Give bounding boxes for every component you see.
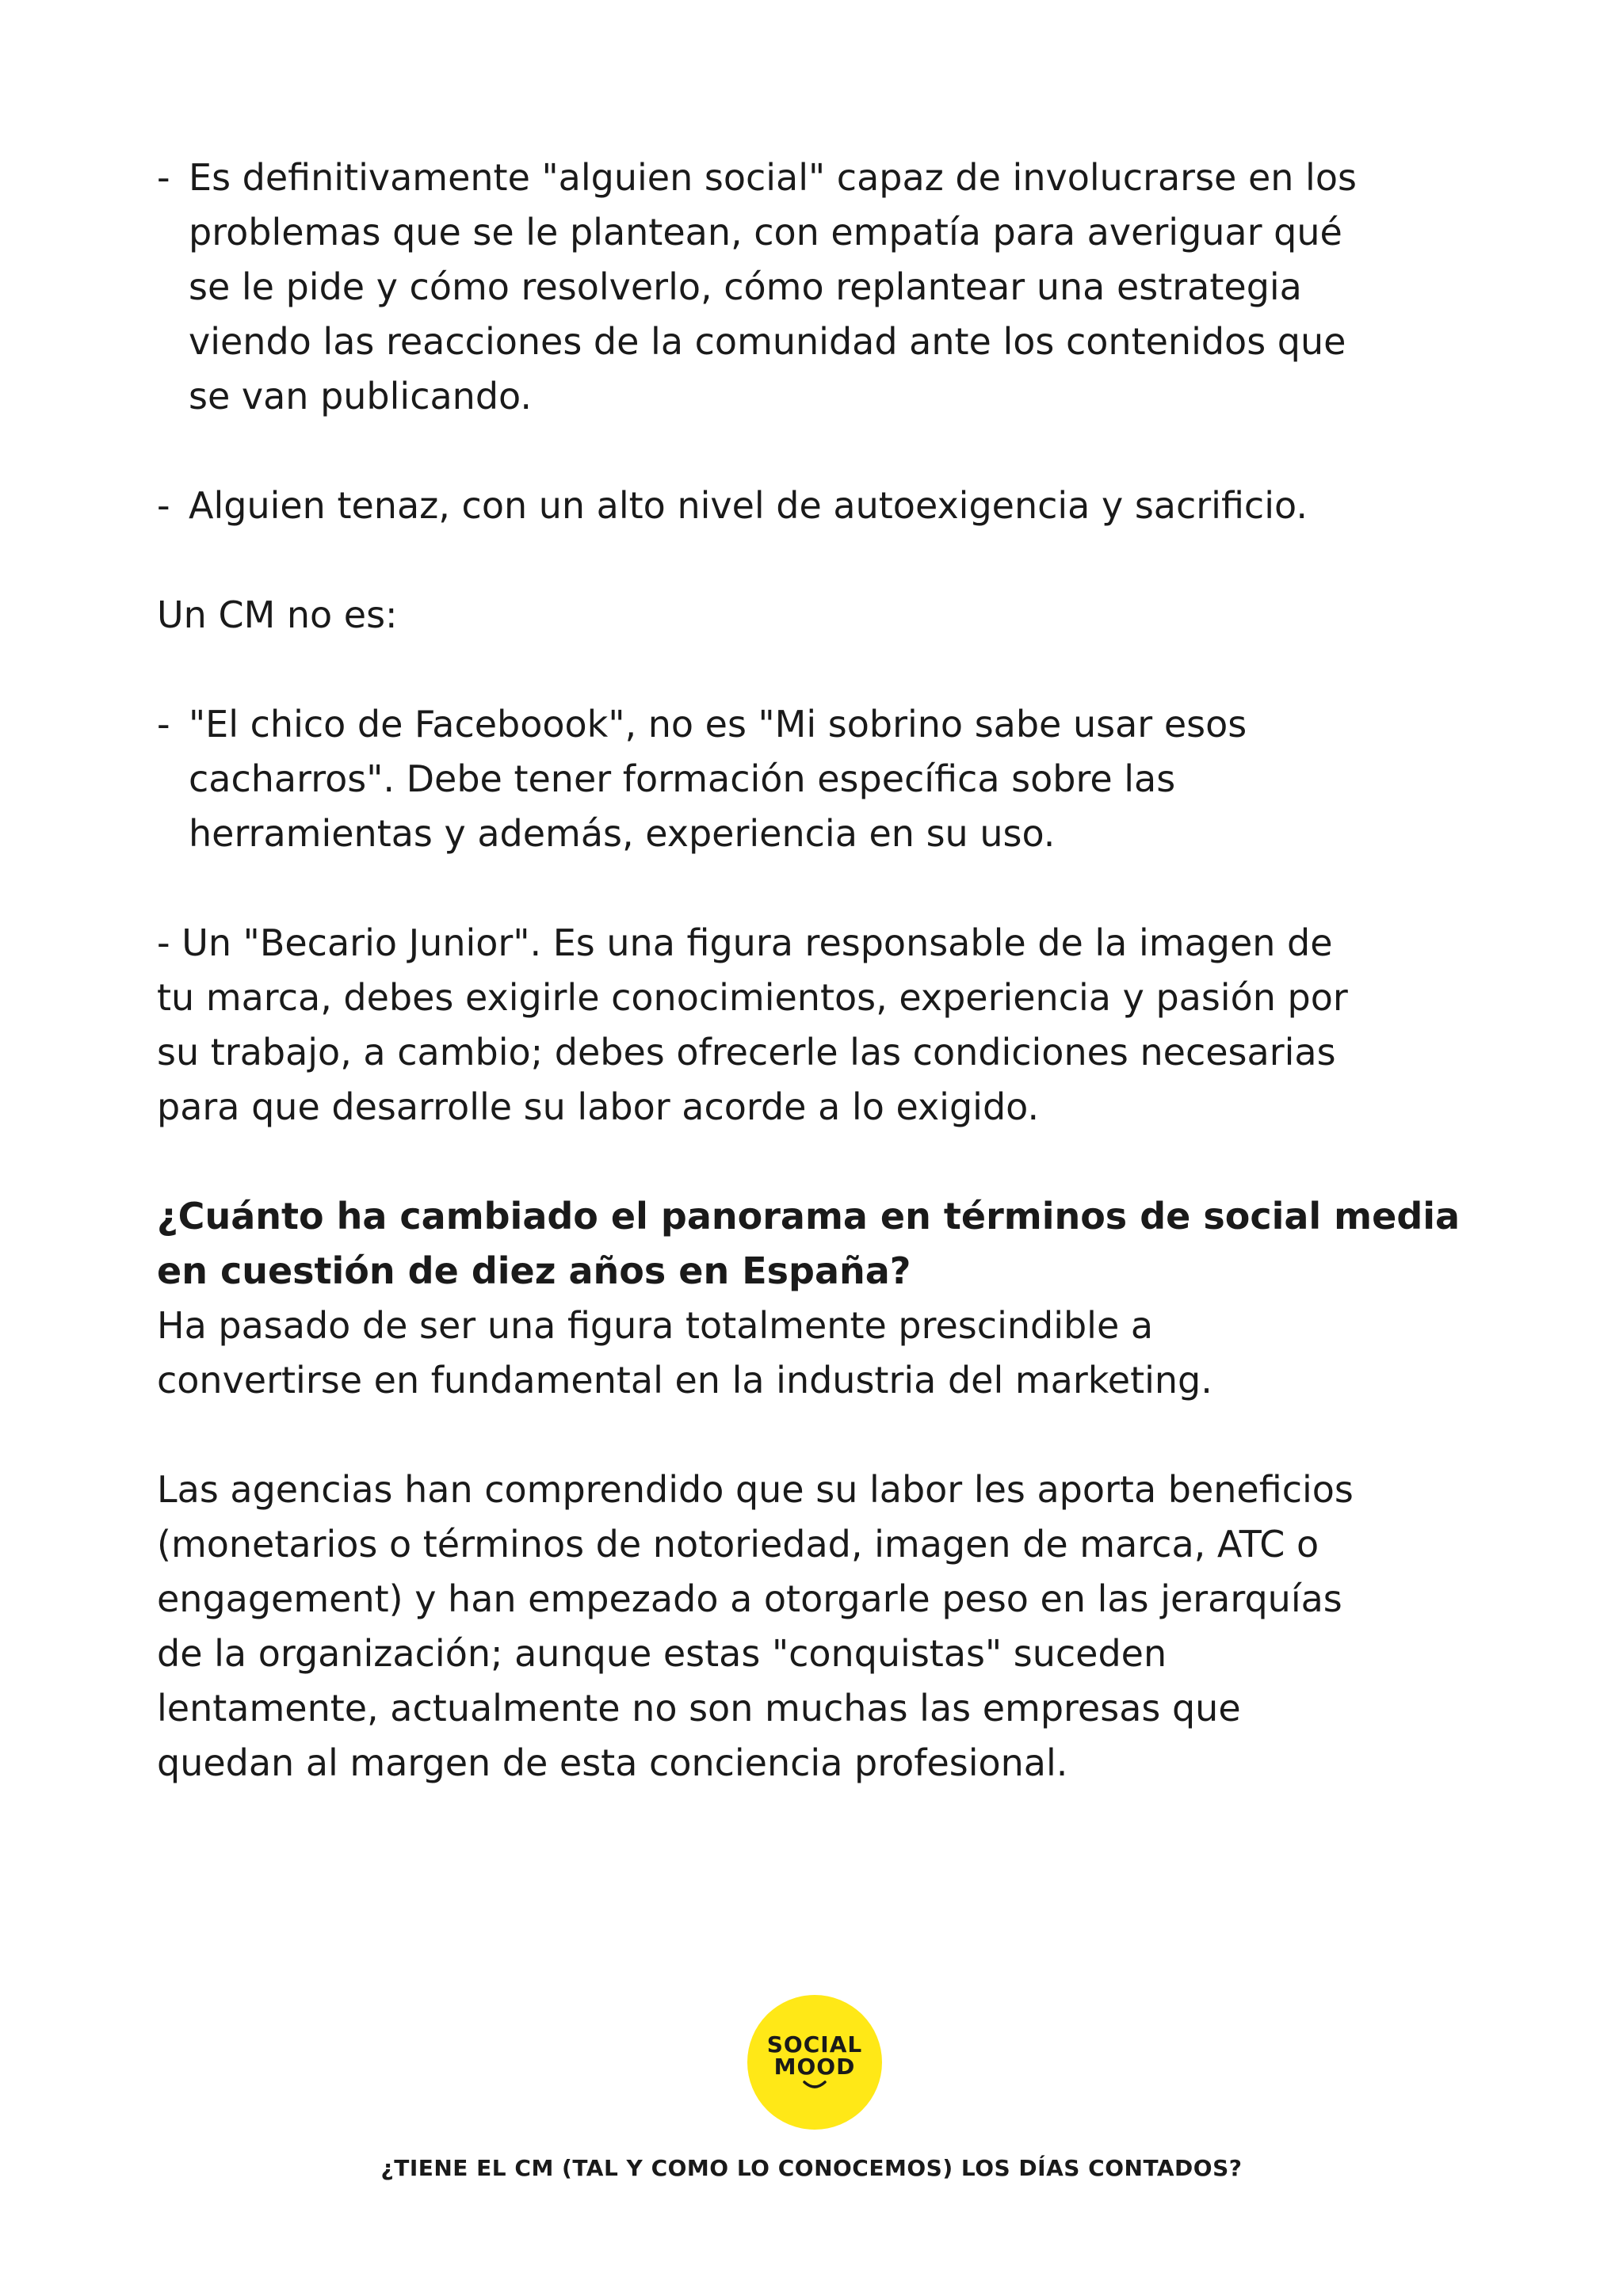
- logo-text-mood: MOOD: [773, 2054, 856, 2080]
- bullet-line: viendo las reacciones de la comunidad ante los contenidos que: [189, 320, 1346, 363]
- paragraph-line: (monetarios o términos de notoriedad, imagen de marca, ATC o: [157, 1523, 1319, 1566]
- bullet-line: "El chico de Faceboook", no es "Mi sobrino sabe usar esos: [189, 703, 1247, 746]
- paragraph-line: quedan al margen de esta conciencia profesional.: [157, 1741, 1068, 1784]
- answer-paragraph-2: [157, 1463, 1488, 1791]
- bullet-dash: -: [157, 156, 170, 199]
- page-footer-title: ¿TIENE EL CM (TAL Y COMO LO CONOCEMOS) LOS DÍAS CONTADOS?: [380, 2155, 1243, 2181]
- answer-paragraph-1: [157, 1299, 1488, 1408]
- bullet-dash: -: [157, 484, 170, 527]
- bullet-social-person: [157, 151, 1488, 424]
- question-line: ¿Cuánto ha cambiado el panorama en términos de social media: [157, 1195, 1461, 1238]
- bullet-line: cacharros". Debe tener formación específica sobre las: [189, 757, 1176, 800]
- paragraph-line: su trabajo, a cambio; debes ofrecerle las condiciones necesarias: [157, 1031, 1336, 1074]
- document-body: [157, 151, 1488, 1791]
- bullet-line: Alguien tenaz, con un alto nivel de autoexigencia y sacrificio.: [189, 484, 1308, 527]
- bullet-line: Es definitivamente "alguien social" capaz de involucrarse en los: [189, 156, 1357, 199]
- section-heading-cm-no-es: Un CM no es:: [157, 593, 398, 636]
- bullet-line: se le pide y cómo resolverlo, cómo replantear una estrategia: [189, 265, 1302, 308]
- logo-text-social: SOCIAL: [766, 2031, 863, 2058]
- bullet-line: herramientas y además, experiencia en su uso.: [189, 812, 1056, 855]
- social-mood-logo: [747, 1995, 882, 2130]
- paragraph-line: engagement) y han empezado a otorgarle peso en las jerarquías: [157, 1577, 1342, 1620]
- paragraph-line: para que desarrolle su labor acorde a lo exigido.: [157, 1085, 1040, 1128]
- paragraph-line: Las agencias han comprendido que su labor les aporta beneficios: [157, 1468, 1354, 1511]
- paragraph-line: - Un "Becario Junior". Es una figura responsable de la imagen de: [157, 921, 1333, 964]
- bullet-dash: -: [157, 703, 170, 746]
- bullet-line: problemas que se le plantean, con empatía para averiguar qué: [189, 211, 1342, 254]
- bullet-tenacious: [157, 479, 1488, 533]
- bullet-facebook-guy: [157, 697, 1488, 861]
- paragraph-line: convertirse en fundamental en la industria del marketing.: [157, 1359, 1212, 1402]
- question-line: en cuestión de diez años en España?: [157, 1249, 911, 1292]
- paragraph-line: lentamente, actualmente no son muchas las empresas que: [157, 1687, 1241, 1730]
- question-heading: [157, 1189, 1488, 1299]
- paragraph-line: Ha pasado de ser una figura totalmente prescindible a: [157, 1304, 1154, 1347]
- smile-icon: [801, 2080, 828, 2091]
- bullet-line: se van publicando.: [189, 375, 532, 418]
- paragraph-line: tu marca, debes exigirle conocimientos, experiencia y pasión por: [157, 976, 1348, 1019]
- paragraph-line: de la organización; aunque estas "conquistas" suceden: [157, 1632, 1167, 1675]
- paragraph-becario: [157, 916, 1488, 1135]
